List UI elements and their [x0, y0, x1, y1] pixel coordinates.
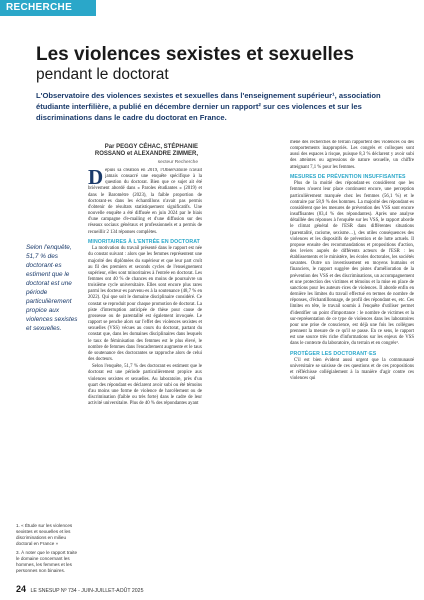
body-paragraph: C'il est bien évident aussi urgent que la communauté universitaire se saisisse de ces questions et de ces propositions et réfléchisse collégialement à la manière d'agir contre ces violences qui [290, 358, 414, 382]
section-heading-proteger: PROTÉGER LES DOCTORANT·ES [290, 350, 377, 357]
pull-quote: Selon l'enquête, 51,7 % des doctorant·es estiment que le doctorat est une période particulièrement propice aux violences sexistes et sexuelles. [26, 244, 78, 332]
page-footer [16, 584, 316, 594]
byline-authors: Par PEGGY CÉHAC, STÉPHANIE ROSSANO et ALEXANDRE ZIMMER, [94, 144, 198, 158]
footnote: 3. À noter que le rapport traite le domaine concernant les hommes, les femmes et les personnes non binaires. [16, 550, 78, 573]
body-paragraph: Selon l'enquête, 51,7 % des doctorant·es estiment que le doctorat est une période particulièrement propice aux violences sexistes et sexuelles. Au laboratoire, près d'un quart des répondant·es déclarent avoir subi ou été témoins d'au moins une forme de violence de harcèlement ou de discrimination (faible ou très forte) dans le cadre de leur activité universitaire. Plus de 40 % des répondantes ayant [88, 364, 202, 407]
article-title: Les violences sexistes et sexuelles [36, 44, 354, 65]
body-paragraph: Plus de la moitié des répondant·es considèrent que les femmes n'osent leur place continuent encore, une perception particulièrement marquée chez les femmes (56,1 %) et le contraire par 58,9 % des hommes. La majorité des répondant·es considèrent que les mesures de prévention des VSS sont encore insuffisantes (83,4 % des répondantes). Après une analyse détaillée des réponses à l'enquête sur les VSS, le rapport aborde le climat général de l'ESR dans différentes situations (parentalité, racisme, sexisme…), des utiles conséquences des violences et les dispositifs de prévention et de lutte actuels. Il propose ensuite des recommandations et propositions d'action, des leviers auprès de différents acteurs de l'ESR : les établissements et le ministère, les écoles doctorales, les sociétés savantes. Outre un investissement en moyens humains et financiers, le rapport suggère des pistes d'amélioration de la prévention des VSS et des discriminations, un accompagnement et une protection des victimes et témoins et la mise en place de sanctions pour les auteurs·rices de violences. Il aborde enfin en dernière les limites du travail effectué en termes de nombre de réponses, d'échantillonnage, de profil des répondant·es, etc. Ces limites en tête, le travail soumis à l'enquête d'utiliser permet d'identifier un point d'importance : le nombre de victimes et la sur-représentation de ce type de violences dans les laboratoires pour une prise de conscience, est déjà une fois les collègues prennent la mesure de ce qu'il se passe. En ce sens, le rapport est une source très riche d'informations sur les enjeux de VSS dans le contexte du laboratoire, du terrain et en congrès³. [290, 181, 414, 347]
byline [88, 144, 198, 166]
section-rubric: RECHERCHE [0, 0, 96, 16]
magazine-issue: LE SNESUP Nº 734 - JUIN-JUILLET-AOÛT 2025 [30, 588, 144, 594]
intro-text: epuis sa création en 2019, l'Observatoire n'avait jamais consacré une enquête spécifique à la question du doctorat. Bien que ce sujet ait été brièvement abordé dans « Paroles étudiantes » (2019) et dans le Baromètre (2023), la faible proportion de doctorant·es dans les échantillons n'avait pas permis d'obtenir de résultats statistiquement significatifs. Une nouvelle enquête a été diffusée en juin 2024 par le biais d'une campagne d'e-mailing et d'une diffusion sur des réseaux sociaux généraux et professionnels et a permis de recueillir 2 134 réponses complètes. [88, 168, 202, 235]
body-paragraph: mené des recherches de terrain rapportent des violences ou des comportements inappropriés. Les congrès et colloques sont aussi des espaces à risque, puisque 8,3 % déclarent y avoir subi des atteintes ou agressions de nature sexuelle, un chiffre atteignant 7,1 % pour les femmes. [290, 140, 414, 170]
body-paragraph: La motivation du travail présenté dans le rapport est née du constat suivant : alors que les femmes représentent une majorité des diplômées du supérieur et que leur part croît au fil des premiers et seconds cycles de l'enseignement supérieur, elles sont minoritaires à l'entrée en doctorat. Les femmes ont 40 % de chances en moins de poursuivre un troisième cycle universitaire. Elles sont encore plus rares parmi les docteur·es parvenu·es à la soutenance (48,7 % en 2022). Qui que soit le domaine disciplinaire considéré. Ce constat se reproduit pour chaque promotion de doctorat. La piste d'interruption anticipée de thèse pour cause de grossesse ou de parentalité est également invoquée. Le rapport se penche alors sur l'effet des violences sexistes et sexuelles (VSS) vécues au cours du doctorat, partant du constat que, dans les domaines disciplinaires dans lesquels le taux de féminisation des femmes est le plus élevé, le nombre de femmes dans l'encadrement augmente et le taux de soutenance des doctorantes se rapproche alors de celui des docteurs. [88, 246, 202, 363]
section-heading-mesures: MESURES DE PRÉVENTION INSUFFISANTES [290, 173, 406, 180]
article-lead: L'Observatoire des violences sexistes et sexuelles dans l'enseignement supérieur¹, association étudiante interfilière, a publié en décembre dernier un rapport² sur ces violences et sur les discriminations dans le cadre du doctorat en France. [36, 91, 381, 123]
article-column-left [88, 168, 202, 563]
byline-role: secteur Recherche [157, 159, 198, 165]
footnotes [16, 523, 80, 577]
page-number: 24 [16, 584, 27, 594]
section-heading-minoritaires: MINORITAIRES À L'ENTRÉE EN DOCTORAT [88, 238, 200, 245]
intro-paragraph [88, 168, 202, 236]
article-column-right [290, 140, 414, 550]
footnote: 1. « Étude sur les violences sexistes et sexuelles et les discriminations en milieu doctoral en France » [16, 523, 73, 546]
dropcap: D [88, 168, 104, 189]
article-subtitle: pendant le doctorat [36, 66, 169, 83]
